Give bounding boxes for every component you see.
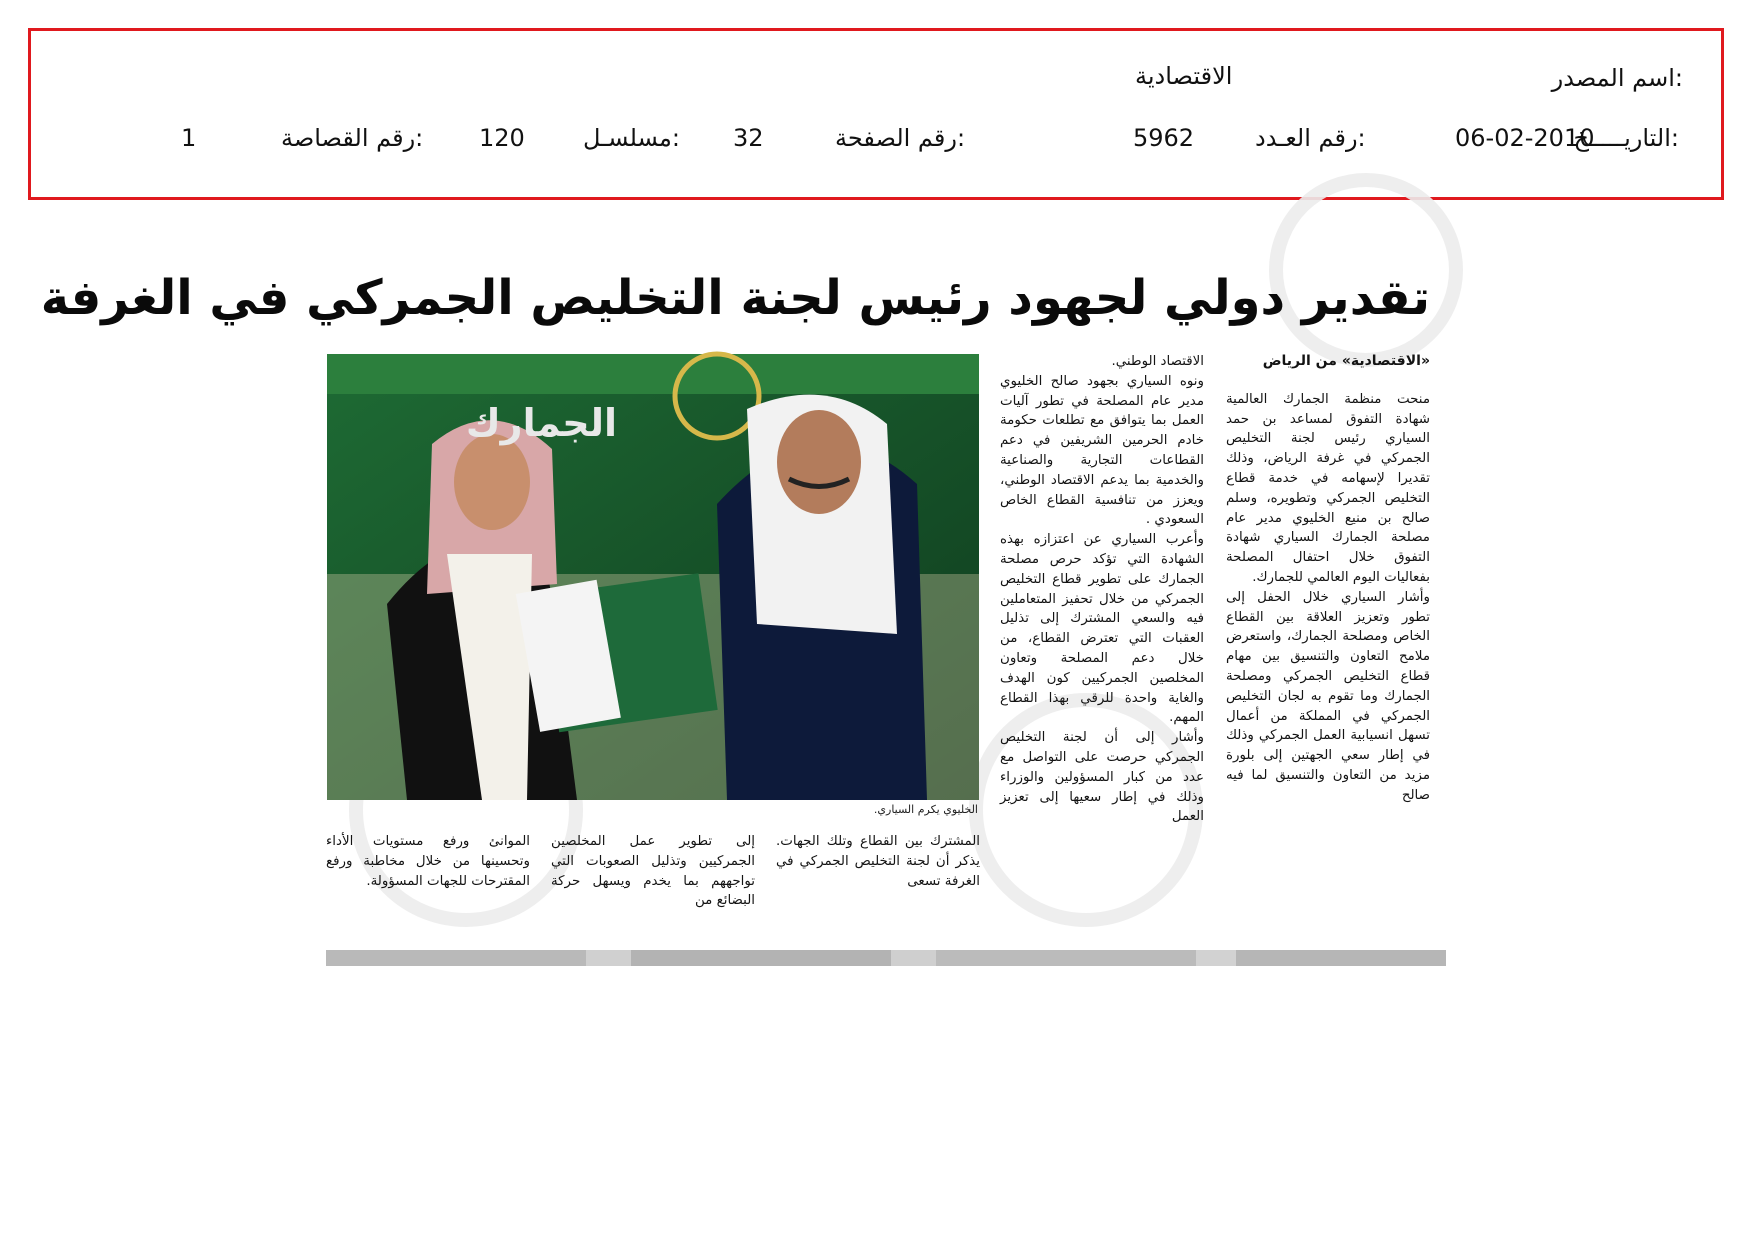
page-label: رقم الصفحة: bbox=[835, 124, 966, 152]
article-photo bbox=[327, 354, 979, 800]
issue-value: 5962 bbox=[1133, 124, 1195, 152]
source-value: الاقتصادية bbox=[1135, 62, 1233, 90]
article-column-3: المشترك بين القطاع وتلك الجهات. يذكر أن لجنة التخليص الجمركي في الغرفة تسعى bbox=[776, 834, 980, 889]
article-byline: «الاقتصادية» من الرياض bbox=[1262, 353, 1430, 369]
page-value: 32 bbox=[733, 124, 764, 152]
date-value: 06-02-2010 bbox=[1455, 124, 1595, 152]
serial-value: 120 bbox=[479, 124, 525, 152]
newspaper-clipping bbox=[40, 250, 1446, 970]
article-column-2 bbox=[1000, 352, 1204, 827]
article-column-1 bbox=[1226, 352, 1430, 806]
col2-paragraph-4: وأشار إلى أن لجنة التخليص الجمركي حرصت على التواصل مع عدد من كبار المسؤولين والوزراء وذلك في إطار سعيها إلى تعزيز العمل bbox=[1000, 730, 1204, 825]
photo-banner-text: الجمارك bbox=[465, 401, 617, 445]
article-column-4: إلى تطوير عمل المخلصين الجمركيين وتذليل الصعوبات التي تواجههم بما يخدم ويسهل حركة البضائع من bbox=[551, 834, 755, 909]
col2-paragraph-1: الاقتصاد الوطني. bbox=[1111, 354, 1204, 369]
issue-label: رقم العـدد: bbox=[1255, 124, 1366, 152]
date-label: التاريـــــخ: bbox=[1573, 124, 1679, 152]
clipping-header bbox=[28, 28, 1724, 200]
serial-label: مسلسـل: bbox=[583, 124, 680, 152]
article-headline: تقدير دولي لجهود رئيس لجنة التخليص الجمركي في الغرفة bbox=[40, 270, 1430, 326]
clip-number-label: رقم القصاصة: bbox=[281, 124, 424, 152]
clip-number-value: 1 bbox=[181, 124, 197, 152]
col1-paragraph-2: وأشار السياري خلال الحفل إلى تطور وتعزيز العلاقة بين القطاع الخاص ومصلحة الجمارك، واستعرض ملامح التعاون والتنسيق بين مهام قطاع التخليص الجمركي ومصلحة الجمارك وما تقوم به لجان التخليص الجمركي في المملكة من أعمال تسهل انسيابية العمل الجمركي وذلك في إطار سعي الجهتين إلى بلورة مزيد من التعاون والتنسيق لما فيه صالح bbox=[1226, 589, 1430, 803]
source-label: اسم المصدر: bbox=[1551, 64, 1683, 92]
col2-paragraph-2: ونوه السياري بجهود صالح الخليوي مدير عام المصلحة في تطور آليات العمل بما يتوافق مع تطلعات حكومة خادم الحرمين الشريفين في دعم القطاعات التجارية والصناعية والخدمية بما يدعم الاقتصاد الوطني، ويعزز من تنافسية القطاع الخاص السعودي . bbox=[1000, 373, 1204, 528]
photo-illustration bbox=[327, 354, 979, 800]
col1-paragraph-1: منحت منظمة الجمارك العالمية شهادة التفوق لمساعد بن حمد السياري رئيس لجنة التخليص الجمركي في غرفة الرياض، وذلك تقديرا لإسهامه في خدمة قطاع التخليص الجمركي وتطويره، وسلم صالح بن منيع الخليوي مدير عام مصلحة الجمارك السياري شهادة التفوق خلال احتفال المصلحة بفعاليات اليوم العالمي للجمارك. bbox=[1226, 391, 1430, 585]
article-column-5: الموانئ ورفع مستويات الأداء وتحسينها من خلال مخاطبة ورفع المقترحات للجهات المسؤولة. bbox=[326, 834, 530, 889]
clipping-bottom-border bbox=[326, 950, 1446, 966]
col2-paragraph-3: وأعرب السياري عن اعتزازه بهذه الشهادة التي تؤكد حرص مصلحة الجمارك على تطوير قطاع التخليص الجمركي من خلال تحفيز المتعاملين فيه والسعي المشترك إلى تذليل العقبات التي تعترض القطاع، من خلال دعم المصلحة وتعاون المخلصين الجمركيين كون الهدف والغاية واحدة للرقي بهذا القطاع المهم. bbox=[1000, 532, 1204, 726]
photo-caption: الخليوي يكرم السياري. bbox=[873, 803, 978, 816]
